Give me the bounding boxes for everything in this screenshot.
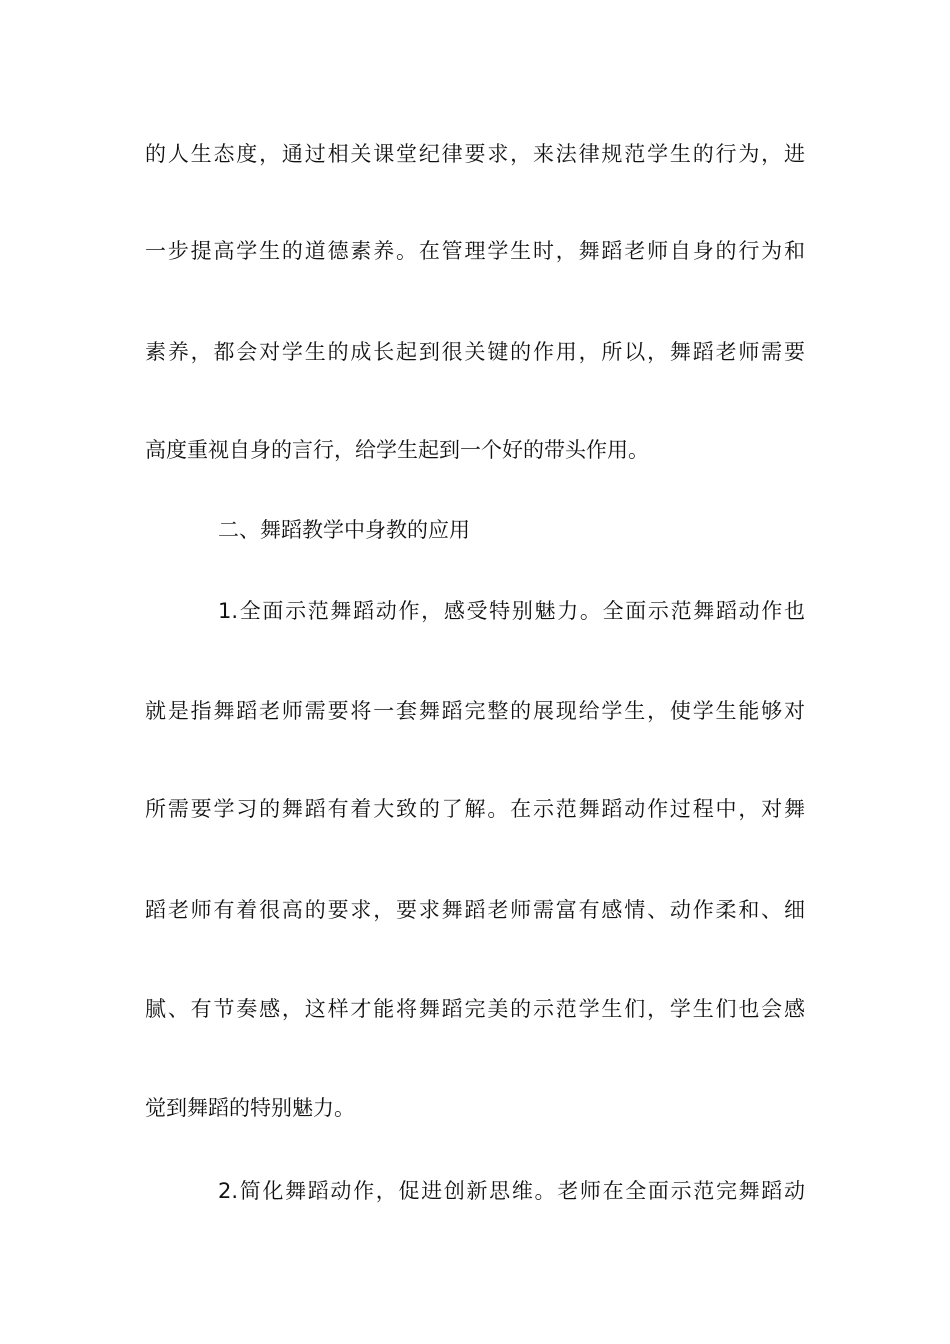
paragraph-line: 的人生态度，通过相关课堂纪律要求，来法律规范学生的行为，进	[145, 142, 805, 166]
paragraph-line: 所需要学习的舞蹈有着大致的了解。在示范舞蹈动作过程中，对舞	[145, 797, 805, 821]
paragraph-line: 素养，都会对学生的成长起到很关键的作用，所以，舞蹈老师需要	[145, 340, 805, 364]
paragraph-line: 1.全面示范舞蹈动作，感受特别魅力。全面示范舞蹈动作也	[218, 599, 805, 623]
section-heading: 二、舞蹈教学中身教的应用	[218, 518, 470, 542]
paragraph-line: 觉到舞蹈的特别魅力。	[145, 1096, 355, 1120]
paragraph-line: 腻、有节奏感，这样才能将舞蹈完美的示范学生们，学生们也会感	[145, 997, 805, 1021]
paragraph-line: 蹈老师有着很高的要求，要求舞蹈老师需富有感情、动作柔和、细	[145, 898, 805, 922]
paragraph-line: 2.简化舞蹈动作，促进创新思维。老师在全面示范完舞蹈动	[218, 1179, 805, 1203]
paragraph-line: 高度重视自身的言行，给学生起到一个好的带头作用。	[145, 438, 649, 462]
paragraph-line: 一步提高学生的道德素养。在管理学生时，舞蹈老师自身的行为和	[145, 239, 805, 263]
paragraph-line: 就是指舞蹈老师需要将一套舞蹈完整的展现给学生，使学生能够对	[145, 699, 805, 723]
